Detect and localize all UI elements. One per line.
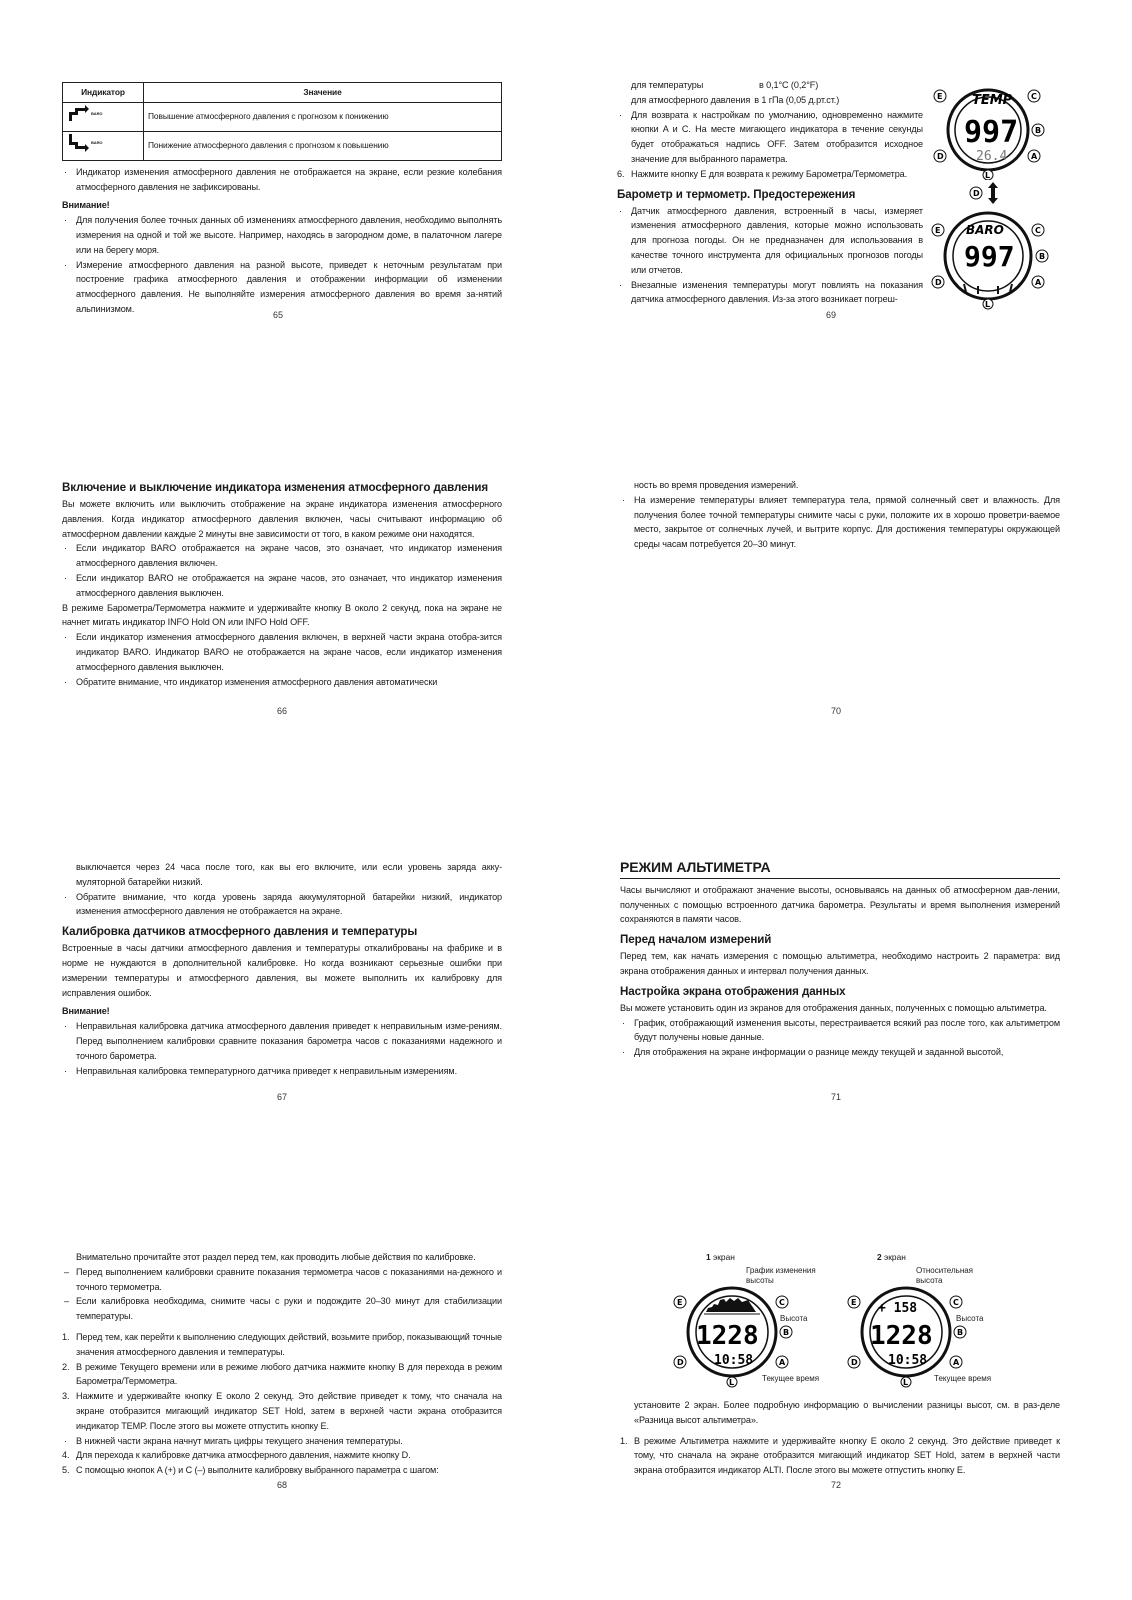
screen-word: экран <box>884 1252 906 1262</box>
button-l: L <box>729 1378 735 1387</box>
dash-list <box>62 1265 502 1324</box>
list-item: · Обратите внимание, что когда уровень заряда аккумуляторной батарейки низкий, индикатор изменения атмосферного давления не отображается на экране. <box>62 890 502 920</box>
label-altitude: Высота <box>956 1314 984 1323</box>
baro-label: BARO <box>91 110 103 116</box>
step-text: С помощью кнопок A (+) и C (–) выполните калибровку выбранного параметра с шагом: <box>76 1465 439 1476</box>
step-text: Перед тем, как перейти к выполнению следующих действий, возьмите прибор, показывающий точные значения атмосферного давления и температуры. <box>76 1331 502 1357</box>
list-item: – Если калибровка необходима, снимите часы с руки и подождите 20–30 минут для стабилизации температуры. <box>62 1294 502 1324</box>
table-cell-text: Понижение атмосферного давления с прогнозом к повышению <box>144 131 502 160</box>
list-item: · На измерение температуры влияет температура тела, прямой солнечный свет и влажность. Для получения более точной температуры снимите часы с руки, положите их в хорошо проветри-ваемое место, закрытое от солнечных лучей, и вытрите корпус. Для достижения температуры окружающей среды часам потребуется 20–30 минут. <box>620 493 1060 552</box>
paragraph: Часы вычисляют и отображают значение высоты, основываясь на данных об атмосферном дав-лении, полученных с помощью встроенного датчика барометра. Результаты и время выполнения измерений сохраняются в памяти часов. <box>620 884 1060 925</box>
button-a: A <box>1031 152 1038 161</box>
page-number: 69 <box>825 310 836 320</box>
baro-label: BARO <box>91 139 103 145</box>
paragraph: установите 2 экран. Более подробную информацию о вычислении разницы высот, см. в раз-деле «Разница высот альтиметра». <box>634 1400 1060 1425</box>
table-cell-text: Повышение атмосферного давления с прогнозом к понижению <box>144 102 502 131</box>
page-number: 72 <box>830 1480 841 1490</box>
screen-number: 2 <box>877 1252 882 1262</box>
label-relative-altitude: Относительная высота <box>916 1266 974 1285</box>
button-l: L <box>985 300 991 309</box>
paragraph: Встроенные в часы датчики атмосферного давления и температуры откалиброваны на фабрике и в норме не нуждаются в дополнительной калибровке. Но когда возникают серьезные ошибки при измерении температуры и атмосферного давления, вы можете выполнить их калибровку для исправления ошибок. <box>62 943 502 998</box>
pressure-down-arrow-icon <box>67 134 102 152</box>
list-item: · Неправильная калибровка датчика атмосферного давления приведет к неправильным изме-рениям. Перед выполнением калибровки сравните показания барометра часов с показаниями надежного и точного барометра. <box>62 1019 502 1063</box>
step-text: Нажмите кнопку E для возврата к режиму Барометра/Термометра. <box>631 168 908 179</box>
label-graph: График изменения высоты <box>746 1266 816 1285</box>
button-a: A <box>779 1358 786 1367</box>
chapter-title: РЕЖИМ АЛЬТИМЕТРА <box>620 860 1060 879</box>
watch-temp-display <box>930 80 1050 180</box>
screen-number: 1 <box>706 1252 711 1262</box>
page-68 <box>62 1250 502 1478</box>
paragraph: Вы можете включить или выключить отображение на экране индикатора изменения атмосферного давления. Когда индикатор атмосферного давления включен, часы считывают информацию об атмосферном давлении каждые 2 минуты вне зависимости от того, в каком режиме они находятся. <box>62 499 502 539</box>
list-item: · Датчик атмосферного давления, встроенный в часы, измеряет изменения атмосферного давления, которые можно использовать для прогноза погоды. Он не предназначен для использования в качестве точного инструмента для официальных прогнозов погоды или отчетов. <box>617 204 923 278</box>
button-b: B <box>1035 126 1042 135</box>
list-item: · Если индикатор BARO не отображается на экране часов, это означает, что индикатор изменения атмосферного давления выключен. <box>62 571 502 601</box>
table-header-meaning: Значение <box>144 83 502 103</box>
button-a: A <box>953 1358 960 1367</box>
table-cell-icon <box>63 102 144 131</box>
button-b: B <box>957 1328 964 1337</box>
button-d: D <box>935 278 942 287</box>
step-text: В режиме Текущего времени или в режиме любого датчика нажмите кнопку B для перехода в режим Барометра/Термометра. <box>76 1361 502 1387</box>
step-item <box>617 167 923 182</box>
warning-list <box>62 1019 502 1078</box>
step-item <box>62 1448 502 1463</box>
note-list <box>62 165 502 195</box>
list <box>62 1434 502 1449</box>
page-number: 70 <box>830 706 841 716</box>
list-item: · График, отображающий изменения высоты, перестраивается всякий раз после того, как альтиметром будут получены новые данные. <box>620 1016 1060 1046</box>
table-row <box>63 102 502 131</box>
step-text: Для перехода к калибровке датчика атмосферного давления, нажмите кнопку D. <box>76 1450 411 1461</box>
time-value: 10:58 <box>714 1353 754 1368</box>
step-number: 3. <box>62 1391 70 1402</box>
section-title: Калибровка датчиков атмосферного давления и температуры <box>62 925 418 939</box>
spec-label: для атмосферного давления <box>631 94 751 105</box>
list-item: · В нижней части экрана начнут мигать цифры текущего значения температуры. <box>62 1434 502 1449</box>
table-cell-icon <box>63 131 144 160</box>
section-title: Перед началом измерений <box>620 933 772 947</box>
step-number: 2. <box>62 1361 70 1372</box>
list-item: · Если индикатор BARO отображается на экране часов, это означает, что индикатор изменения атмосферного давления включен. <box>62 541 502 571</box>
page-67 <box>62 860 502 1078</box>
page-number: 65 <box>272 310 283 320</box>
screen-2-title <box>877 1252 906 1262</box>
temp-label: TEMP <box>972 93 1013 108</box>
page-number: 66 <box>276 706 287 716</box>
spec-line <box>617 78 923 93</box>
pressure-value: 997 <box>964 115 1019 150</box>
screen-1-title <box>706 1252 735 1262</box>
step-item <box>620 1434 1060 1478</box>
page-69 <box>617 78 923 307</box>
baro-label: BARO <box>966 223 1004 237</box>
page-70 <box>620 478 1060 552</box>
step-text: В режиме Альтиметра нажмите и удерживайте кнопку E около 2 секунд. Это действие приведет к тому, что сначала на экране отобразится мигающий индикатор SET Hold, затем в верхней части экрана отобразится индикатор ALTI. После этого вы можете отпустить кнопку E. <box>634 1435 1060 1476</box>
button-c: C <box>779 1298 785 1307</box>
list <box>62 541 502 600</box>
section-title: Включение и выключение индикатора изменения атмосферного давления <box>62 481 489 494</box>
altitude-value: 1228 <box>870 1321 933 1351</box>
indicator-table <box>62 82 502 161</box>
pressure-up-arrow-icon <box>67 105 102 123</box>
button-c: C <box>953 1298 959 1307</box>
list-item: · Неправильная калибровка температурного датчика приведет к неправильным измерениям. <box>62 1064 502 1079</box>
button-e: E <box>851 1298 857 1307</box>
list-item: · Внезапные изменения температуры могут повлиять на показания датчика атмосферного давления. Из-за этого возникает погреш- <box>617 278 923 308</box>
table-header-indicator: Индикатор <box>63 83 144 103</box>
list <box>62 630 502 689</box>
paragraph: Перед тем, как начать измерения с помощью альтиметра, необходимо настроить 2 параметра: вид экрана отображения данных и интервал получения данных. <box>620 951 1060 976</box>
page-number: 71 <box>830 1092 841 1102</box>
page-66 <box>62 480 502 689</box>
watch-baro-display <box>928 200 1052 314</box>
altitude-value: 1228 <box>696 1321 759 1351</box>
page-number: 68 <box>276 1480 287 1490</box>
page-72 <box>620 1398 1060 1478</box>
step-list <box>62 1448 502 1478</box>
button-b: B <box>783 1328 790 1337</box>
relative-altitude-value: + 158 <box>878 1301 918 1316</box>
step-item <box>62 1360 502 1390</box>
step-list <box>620 1434 1060 1478</box>
button-d: D <box>973 189 980 198</box>
label-current-time: Текущее время <box>762 1374 820 1383</box>
list-item: · Если индикатор изменения атмосферного давления включен, в верхней части экрана отобра-зится индикатор BARO. Индикатор BARO не отображается на экране часов, если индикатор изменения атмосферного давления выключен. <box>62 630 502 674</box>
step-item <box>62 1463 502 1478</box>
spec-line <box>617 93 923 108</box>
button-d: D <box>677 1358 684 1367</box>
button-e: E <box>937 92 943 101</box>
button-d: D <box>851 1358 858 1367</box>
list <box>62 890 502 920</box>
button-c: C <box>1031 92 1037 101</box>
step-item <box>62 1389 502 1433</box>
page-71 <box>620 860 1060 1060</box>
watch-altimeter-screen-2 <box>842 1278 970 1390</box>
watch-altimeter-screen-1 <box>668 1278 796 1390</box>
paragraph: выключается через 24 часа после того, как вы его включите, или если уровень заряда акку-муляторной батарейки низкий. <box>76 862 502 887</box>
warning-heading: Внимание! <box>62 200 110 211</box>
step-number: 5. <box>62 1465 70 1476</box>
step-number: 1. <box>620 1435 628 1446</box>
step-list <box>62 1330 502 1434</box>
paragraph: Вы можете установить один из экранов для отображения данных, полученных с помощью альтиметра. <box>620 1002 1047 1013</box>
label-altitude: Высота <box>780 1314 808 1323</box>
button-l: L <box>985 171 991 180</box>
temperature-value: 26.4 <box>976 149 1008 164</box>
list <box>620 1016 1060 1060</box>
button-b: B <box>1039 252 1046 261</box>
button-e: E <box>677 1298 683 1307</box>
spec-value: в 0,1°C (0,2°F) <box>759 80 819 90</box>
screen-word: экран <box>713 1252 735 1262</box>
paragraph: ность во время проведения измерений. <box>634 480 799 490</box>
button-d: D <box>937 152 944 161</box>
time-value: 10:58 <box>888 1353 928 1368</box>
table-header-row <box>63 83 502 103</box>
button-l: L <box>903 1378 909 1387</box>
warning-heading: Внимание! <box>62 1006 110 1017</box>
button-e: E <box>935 226 941 235</box>
table-row <box>63 131 502 160</box>
list <box>617 108 923 167</box>
list-item: · Для возврата к настройкам по умолчанию, одновременно нажмите кнопки A и C. На месте мигающего индикатора в течение секунды будет отображаться надпись OFF. Затем отобразится исходное значение для выбранного параметра. <box>617 108 923 167</box>
step-item <box>62 1330 502 1360</box>
label-current-time: Текущее время <box>934 1374 992 1383</box>
list-item: · Для получения более точных данных об изменениях атмосферного давления, необходимо выполнять измерения на одной и той же высоте. Например, находясь в загородном доме, в палаточном лагере или на берегу моря. <box>62 213 502 257</box>
step-number: 1. <box>62 1331 70 1342</box>
list <box>617 204 923 308</box>
list-item: · Измерение атмосферного давления на разной высоте, приведет к неточным результатам при построение графика атмосферного давления и отображении информации об изменении атмосферного давления. Не выполняйте измерения атмосферного давления во время за-нятий альпинизмом. <box>62 258 502 317</box>
step-number: 4. <box>62 1450 70 1461</box>
list-item: – Перед выполнением калибровки сравните показания термометра часов с показаниями на-дежного и точного термометра. <box>62 1265 502 1295</box>
list <box>620 493 1060 552</box>
spec-label: для температуры <box>631 80 704 90</box>
section-title: Барометр и термометр. Предостережения <box>617 187 856 201</box>
paragraph: В режиме Барометра/Термометра нажмите и удерживайте кнопку B около 2 секунд, пока на экране не начнет мигать индикатор INFO Hold ON или INFO Hold OFF. <box>62 602 502 628</box>
page-number: 67 <box>276 1092 287 1102</box>
spec-value: в 1 гПа (0,05 д.рт.ст.) <box>754 94 840 105</box>
step-text: Нажмите и удерживайте кнопку E около 2 секунд. Это действие приведет к тому, что сначала на экране отобразится мигающий индикатор SET Hold, затем в верхней части экрана отобразится индикатор TEMP. После этого вы можете отпустить кнопку E. <box>76 1391 502 1431</box>
section-title: Настройка экрана отображения данных <box>620 984 846 998</box>
list-item: · Индикатор изменения атмосферного давления не отображается на экране, если резкие колебания атмосферного давления не зафиксированы. <box>62 165 502 195</box>
warning-list <box>62 213 502 317</box>
button-c: C <box>1035 226 1041 235</box>
page-65 <box>62 82 502 317</box>
list-item: · Обратите внимание, что индикатор изменения атмосферного давления автоматически <box>62 675 502 690</box>
pressure-value: 997 <box>964 240 1015 273</box>
step-number: 6. <box>617 168 625 179</box>
paragraph: Внимательно прочитайте этот раздел перед тем, как проводить любые действия по калибровке. <box>76 1252 476 1262</box>
step-list <box>617 167 923 182</box>
button-a: A <box>1035 278 1042 287</box>
list-item: · Для отображения на экране информации о разнице между текущей и заданной высотой, <box>620 1045 1060 1060</box>
